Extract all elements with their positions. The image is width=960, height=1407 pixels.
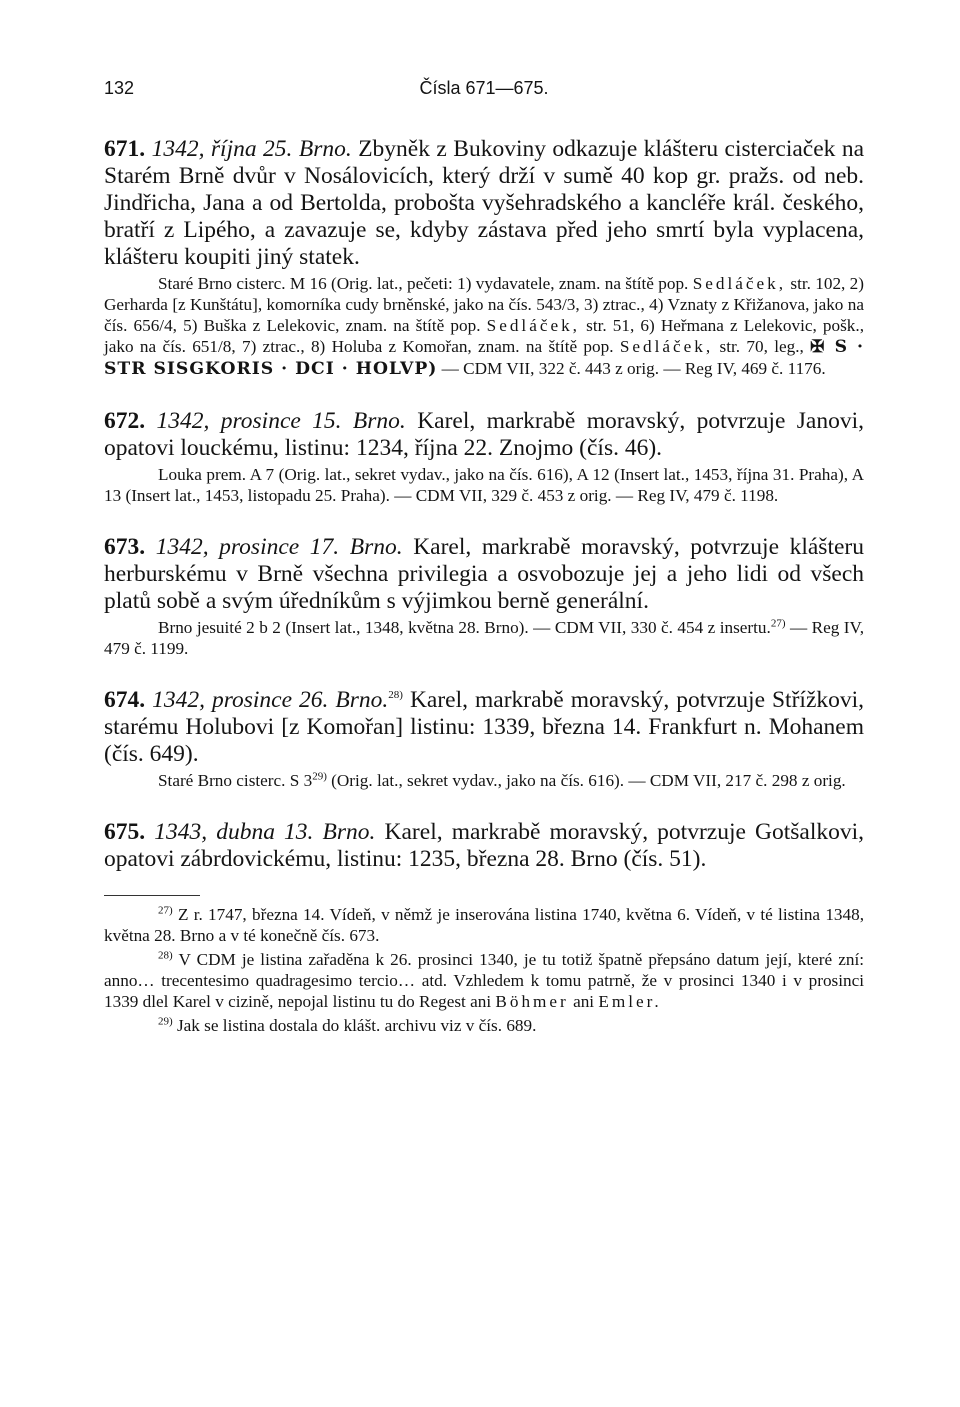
footnote-text: V CDM je listina zařaděna k 26. prosinci 1340, je tu totiž špatně přepsáno datum její, které zní: anno… trecentesimo quadragesimo tercio… atd. Vzhledem k tomu patrně, že v prosinci 1340 i v prosinci 1339 dlel Karel v cizině, nepojal listinu tu do Regest ani xyxy=(104,950,864,1011)
source-text: Brno jesuité 2 b 2 (Insert lat., 1348, května 28. Brno). — CDM VII, 330 č. 454 z insertu. xyxy=(158,618,771,637)
source-text: str. 102, 2) Gerharda [z Kunštátu], komorníka cudy brněnské, jako na čís. 543/3, 3) ztrac., 4) Vznaty z Křižanova, jako na čís. 656/4, 5) Buška z Lelekovic, znam. na štítě pop. xyxy=(104,274,865,335)
entry-number: 671. xyxy=(104,136,146,162)
page-header xyxy=(104,78,864,108)
entry-text: Karel, markrabě moravský, potvrzuje klášteru herburskému v Brně všechna privilegia a osvobozuje jej a jeho lidi od všech platů sobě a svým úředníkům s výjimkou berně generální. xyxy=(104,534,864,614)
regest-entry-672 xyxy=(104,408,864,506)
footnote-text: Jak se listina dostala do klášt. archivu viz v čís. 689. xyxy=(176,1016,537,1035)
seal-legend: ✠ S · STR SISGKORIS · DCI · HOLVP) xyxy=(104,337,865,379)
entry-text: Karel, markrabě moravský, potvrzuje Janovi, opatovi louckému, listinu: 1234, října 22. Znojmo (čís. 46). xyxy=(104,408,864,461)
author-name: Sedláček, xyxy=(692,274,787,293)
regest-entry-674 xyxy=(104,687,864,791)
entry-heading xyxy=(104,819,864,873)
entry-source xyxy=(104,273,864,380)
entry-heading xyxy=(104,136,864,271)
author-name: Sedláček, xyxy=(619,337,714,356)
author-name: Sedláček, xyxy=(486,316,580,335)
source-text: (Orig. lat., sekret vydav., jako na čís. 616). — CDM VII, 217 č. 298 z orig. xyxy=(331,771,846,790)
footnotes xyxy=(104,904,864,1036)
source-text: str. 51, 6) Heřmana z Lelekovic, pošk., jako na čís. 651/8, 7) ztrac., 8) Holuba z Komořan, znam. na štítě pop. xyxy=(104,316,864,356)
footnote-ref[interactable]: 29) xyxy=(312,770,327,783)
entry-date: 1342, prosince 15. Brno. xyxy=(156,408,406,434)
entry-heading xyxy=(104,687,864,768)
entry-heading xyxy=(104,534,864,615)
entry-date: 1342, prosince 17. Brno. xyxy=(155,534,403,560)
entry-heading xyxy=(104,408,864,462)
entry-text: Karel, markrabě moravský, potvrzuje Gotšalkovi, opatovi zábrdovickému, listinu: 1235, března 28. Brno (čís. 51). xyxy=(104,819,865,872)
footnote-mark: 27) xyxy=(158,904,173,917)
source-text: str. 70, leg., xyxy=(719,337,804,356)
source-text: Staré Brno cisterc. S 3 xyxy=(158,771,313,790)
entry-number: 673. xyxy=(104,534,146,560)
footnote-divider xyxy=(104,895,200,896)
source-text: — Reg IV, 479 č. 1199. xyxy=(104,618,864,658)
footnote-text: ani xyxy=(573,992,595,1011)
footnote-mark: 28) xyxy=(158,949,173,962)
page-number: 132 xyxy=(104,78,135,98)
regest-entry-673 xyxy=(104,534,864,659)
entry-date: 1342, října 25. Brno. xyxy=(151,136,352,162)
author-name: Böhmer xyxy=(495,992,569,1011)
footnote-27 xyxy=(104,904,864,946)
entry-number: 672. xyxy=(104,408,146,434)
source-text: — CDM VII, 322 č. 443 z orig. — Reg IV, 469 č. 1176. xyxy=(441,359,826,378)
entry-number: 674. xyxy=(104,687,146,713)
footnote-29 xyxy=(104,1015,864,1036)
footnote-ref[interactable]: 27) xyxy=(770,617,786,630)
footnote-mark: 29) xyxy=(158,1015,173,1028)
entry-source xyxy=(104,770,864,791)
entry-text: Zbyněk z Bukoviny odkazuje klášteru cisterciaček na Starém Brně dvůr v Nosálovicích, který drží v sumě 40 kop gr. pražs. od neb. Jindřicha, Jana a od Bertolda, probošta vyšehradského a kancléře král. českého, bratří z Lipého, a zavazuje se, kdyby zástava před jeho smrtí byla vyplacena, klášteru koupiti jiný statek. xyxy=(104,136,865,270)
page xyxy=(104,78,864,1039)
entry-number: 675. xyxy=(104,819,146,845)
source-text: Staré Brno cisterc. M 16 (Orig. lat., pečeti: 1) vydavatele, znam. na štítě pop. xyxy=(158,274,689,293)
footnote-28 xyxy=(104,949,864,1012)
entry-source xyxy=(104,617,864,659)
entry-date: 1343, dubna 13. Brno. xyxy=(154,819,376,845)
author-name: Emler. xyxy=(598,992,662,1011)
regest-entry-671 xyxy=(104,136,864,380)
entry-source: Louka prem. A 7 (Orig. lat., sekret vydav., jako na čís. 616), A 12 (Insert lat., 1453, října 31. Praha), A 13 (Insert lat., 1453, listopadu 25. Praha). — CDM VII, 329 č. 453 z orig. — Reg IV, 479 č. 1198. xyxy=(104,465,864,505)
footnote-text: Z r. 1747, března 14. Vídeň, v němž je inserována listina 1740, května 6. Vídeň, v té listina 1348, května 28. Brno a v té konečně čís. 673. xyxy=(104,905,865,945)
regest-entry-675 xyxy=(104,819,864,873)
entry-text: Karel, markrabě moravský, potvrzuje Střížkovi, starému Holubovi [z Komořan] listinu: 1339, března 14. Frankfurt n. Mohanem (čís. 649). xyxy=(104,687,865,767)
footnote-ref[interactable]: 28) xyxy=(388,689,403,702)
entry-date: 1342, prosince 26. Brno. xyxy=(152,687,389,713)
running-head: Čísla 671—675. xyxy=(419,78,549,98)
